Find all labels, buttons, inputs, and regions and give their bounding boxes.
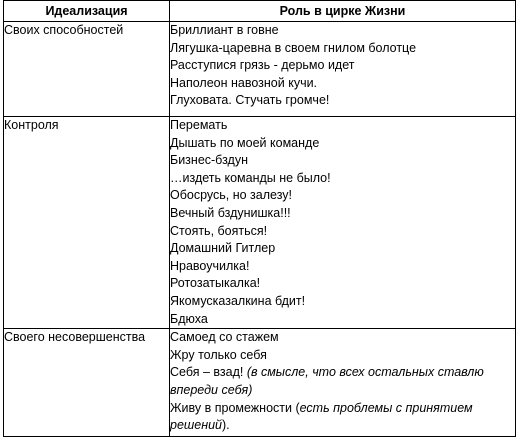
category-cell: Своего несовершенства <box>4 329 170 437</box>
roles-cell <box>170 117 516 329</box>
role-note: (в смысле, что всех остальных ставлю впереди себя) <box>170 365 484 397</box>
role-item <box>170 364 515 399</box>
roles-cell <box>170 329 516 437</box>
role-item: Обосрусь, но залезу! <box>170 188 293 203</box>
role-note: есть проблемы с принятием решений <box>170 400 473 433</box>
role-item: Перемать <box>170 118 228 132</box>
role-item: Дышать по моей команде <box>170 135 320 150</box>
category-cell: Своих способностей <box>4 22 170 117</box>
role-item: Якомусказалкина бдит! <box>170 293 306 308</box>
role-item: Нравоучилка! <box>170 258 250 273</box>
role-item: Бизнес-бздун <box>170 153 248 168</box>
role-item: Бриллиант в говне <box>170 23 279 37</box>
table-row <box>4 117 516 329</box>
role-item: Наполеон навозной кучи. <box>170 75 318 90</box>
role-item: Самоед со стажем <box>170 330 279 345</box>
header-role: Роль в цирке Жизни <box>170 1 516 22</box>
roles-cell <box>170 22 516 117</box>
role-item: Расступися грязь - дерьмо идет <box>170 58 355 73</box>
table-row <box>4 22 516 117</box>
idealization-table <box>3 0 516 437</box>
category-cell: Контроля <box>4 117 170 329</box>
role-text: Живу в промежности ( <box>170 400 300 415</box>
role-item: Домашний Гитлер <box>170 241 276 256</box>
role-text-after: ). <box>222 418 230 433</box>
role-item: …издеть команды не было! <box>170 170 331 185</box>
role-item: Бдюха <box>170 311 208 326</box>
role-item: Вечный бздунишка!!! <box>170 205 291 220</box>
role-text: Себя – взад! <box>170 365 247 380</box>
role-item <box>170 400 515 435</box>
header-row <box>4 1 516 22</box>
role-item: Стоять, бояться! <box>170 223 268 238</box>
role-item: Ротозатыкалка! <box>170 276 261 291</box>
header-idealization: Идеализация <box>4 1 170 22</box>
table-row <box>4 329 516 437</box>
role-item: Лягушка-царевна в своем гнилом болотце <box>170 40 417 55</box>
role-item: Глуховата. Стучать громче! <box>170 93 330 108</box>
role-item: Жру только себя <box>170 347 267 362</box>
